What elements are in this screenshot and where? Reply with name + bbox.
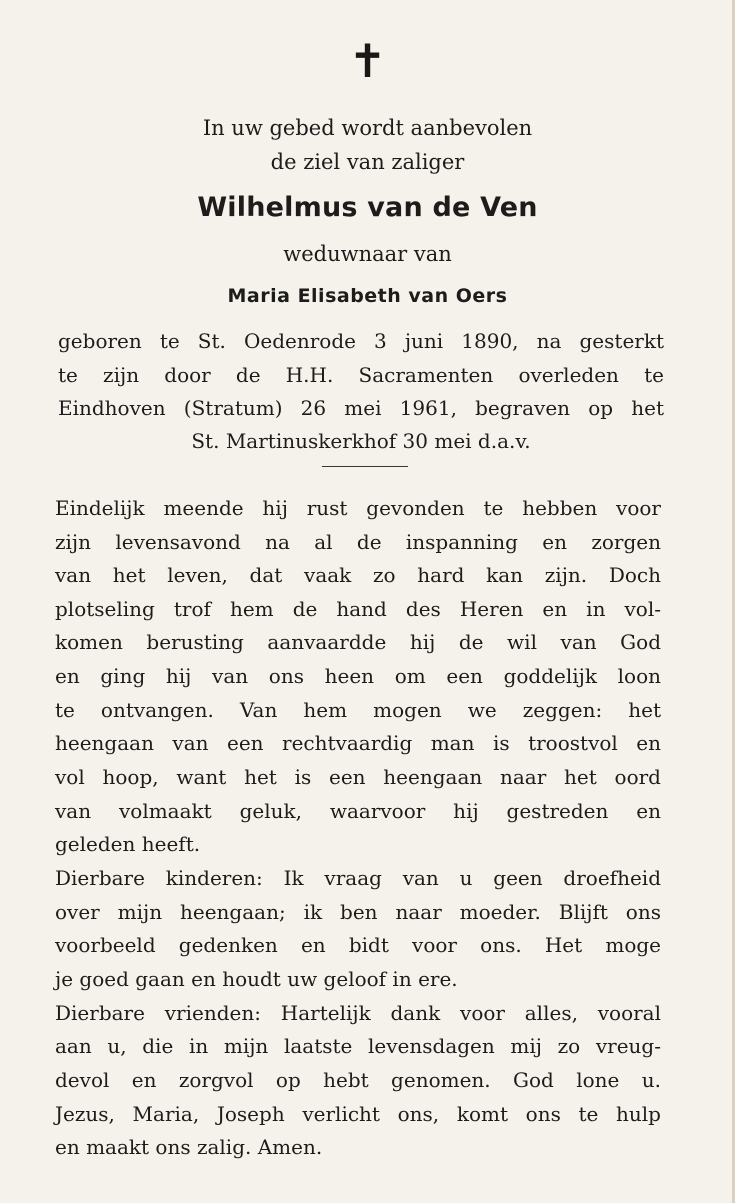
deceased-name: Wilhelmus van de Ven xyxy=(197,192,538,223)
bio-line-2: te zijn door de H.H. Sacramenten overleden te xyxy=(58,363,664,387)
cross-icon: ✝ xyxy=(348,34,387,88)
text-line: Dierbare kinderen: Ik vraag van u geen droefheid xyxy=(55,866,661,890)
text-line: aan u, die in mijn laatste levensdagen mij zo vreug- xyxy=(55,1034,661,1058)
text-line: Dierbare vrienden: Hartelijk dank voor alles, vooral xyxy=(55,1001,661,1025)
spouse-name: Maria Elisabeth van Oers xyxy=(227,285,508,307)
text-line: te ontvangen. Van hem mogen we zeggen: het xyxy=(55,698,661,722)
text-line: heengaan van een rechtvaardig man is troostvol en xyxy=(55,731,661,755)
bio-line-1: geboren te St. Oedenrode 3 juni 1890, na gesterkt xyxy=(58,329,664,353)
text-line: over mijn heengaan; ik ben naar moeder. Blijft ons xyxy=(55,900,661,924)
text-line: devol en zorgvol op hebt genomen. God lone u. xyxy=(55,1068,661,1092)
bio-line-3: Eindhoven (Stratum) 26 mei 1961, begraven op het xyxy=(58,396,664,420)
text-line: vol hoop, want het is een heengaan naar het oord xyxy=(55,765,661,789)
text-line: komen berusting aanvaardde hij de wil van God xyxy=(55,630,661,654)
text-line: en ging hij van ons heen om een goddelijk loon xyxy=(55,664,661,688)
bio-line-4: St. Martinuskerkhof 30 mei d.a.v. xyxy=(191,429,531,453)
text-line: van volmaakt geluk, waarvoor hij gestreden en xyxy=(55,799,661,823)
text-line: en maakt ons zalig. Amen. xyxy=(55,1135,323,1159)
text-line: van het leven, dat vaak zo hard kan zijn. Doch xyxy=(55,563,661,587)
intro-line-2: de ziel van zaliger xyxy=(270,150,465,174)
text-line: Jezus, Maria, Joseph verlicht ons, komt ons te hulp xyxy=(55,1102,661,1126)
relation-text: weduwnaar van xyxy=(283,242,452,266)
text-line: voorbeeld gedenken en bidt voor ons. Het moge xyxy=(55,933,661,957)
divider xyxy=(322,466,408,467)
text-line: geleden heeft. xyxy=(55,832,201,856)
text-line: Eindelijk meende hij rust gevonden te hebben voor xyxy=(55,496,661,520)
text-line: plotseling trof hem de hand des Heren en in vol- xyxy=(55,597,661,621)
intro-line-1: In uw gebed wordt aanbevolen xyxy=(202,116,533,140)
text-line: je goed gaan en houdt uw geloof in ere. xyxy=(55,967,458,991)
text-line: zijn levensavond na al de inspanning en zorgen xyxy=(55,530,661,554)
